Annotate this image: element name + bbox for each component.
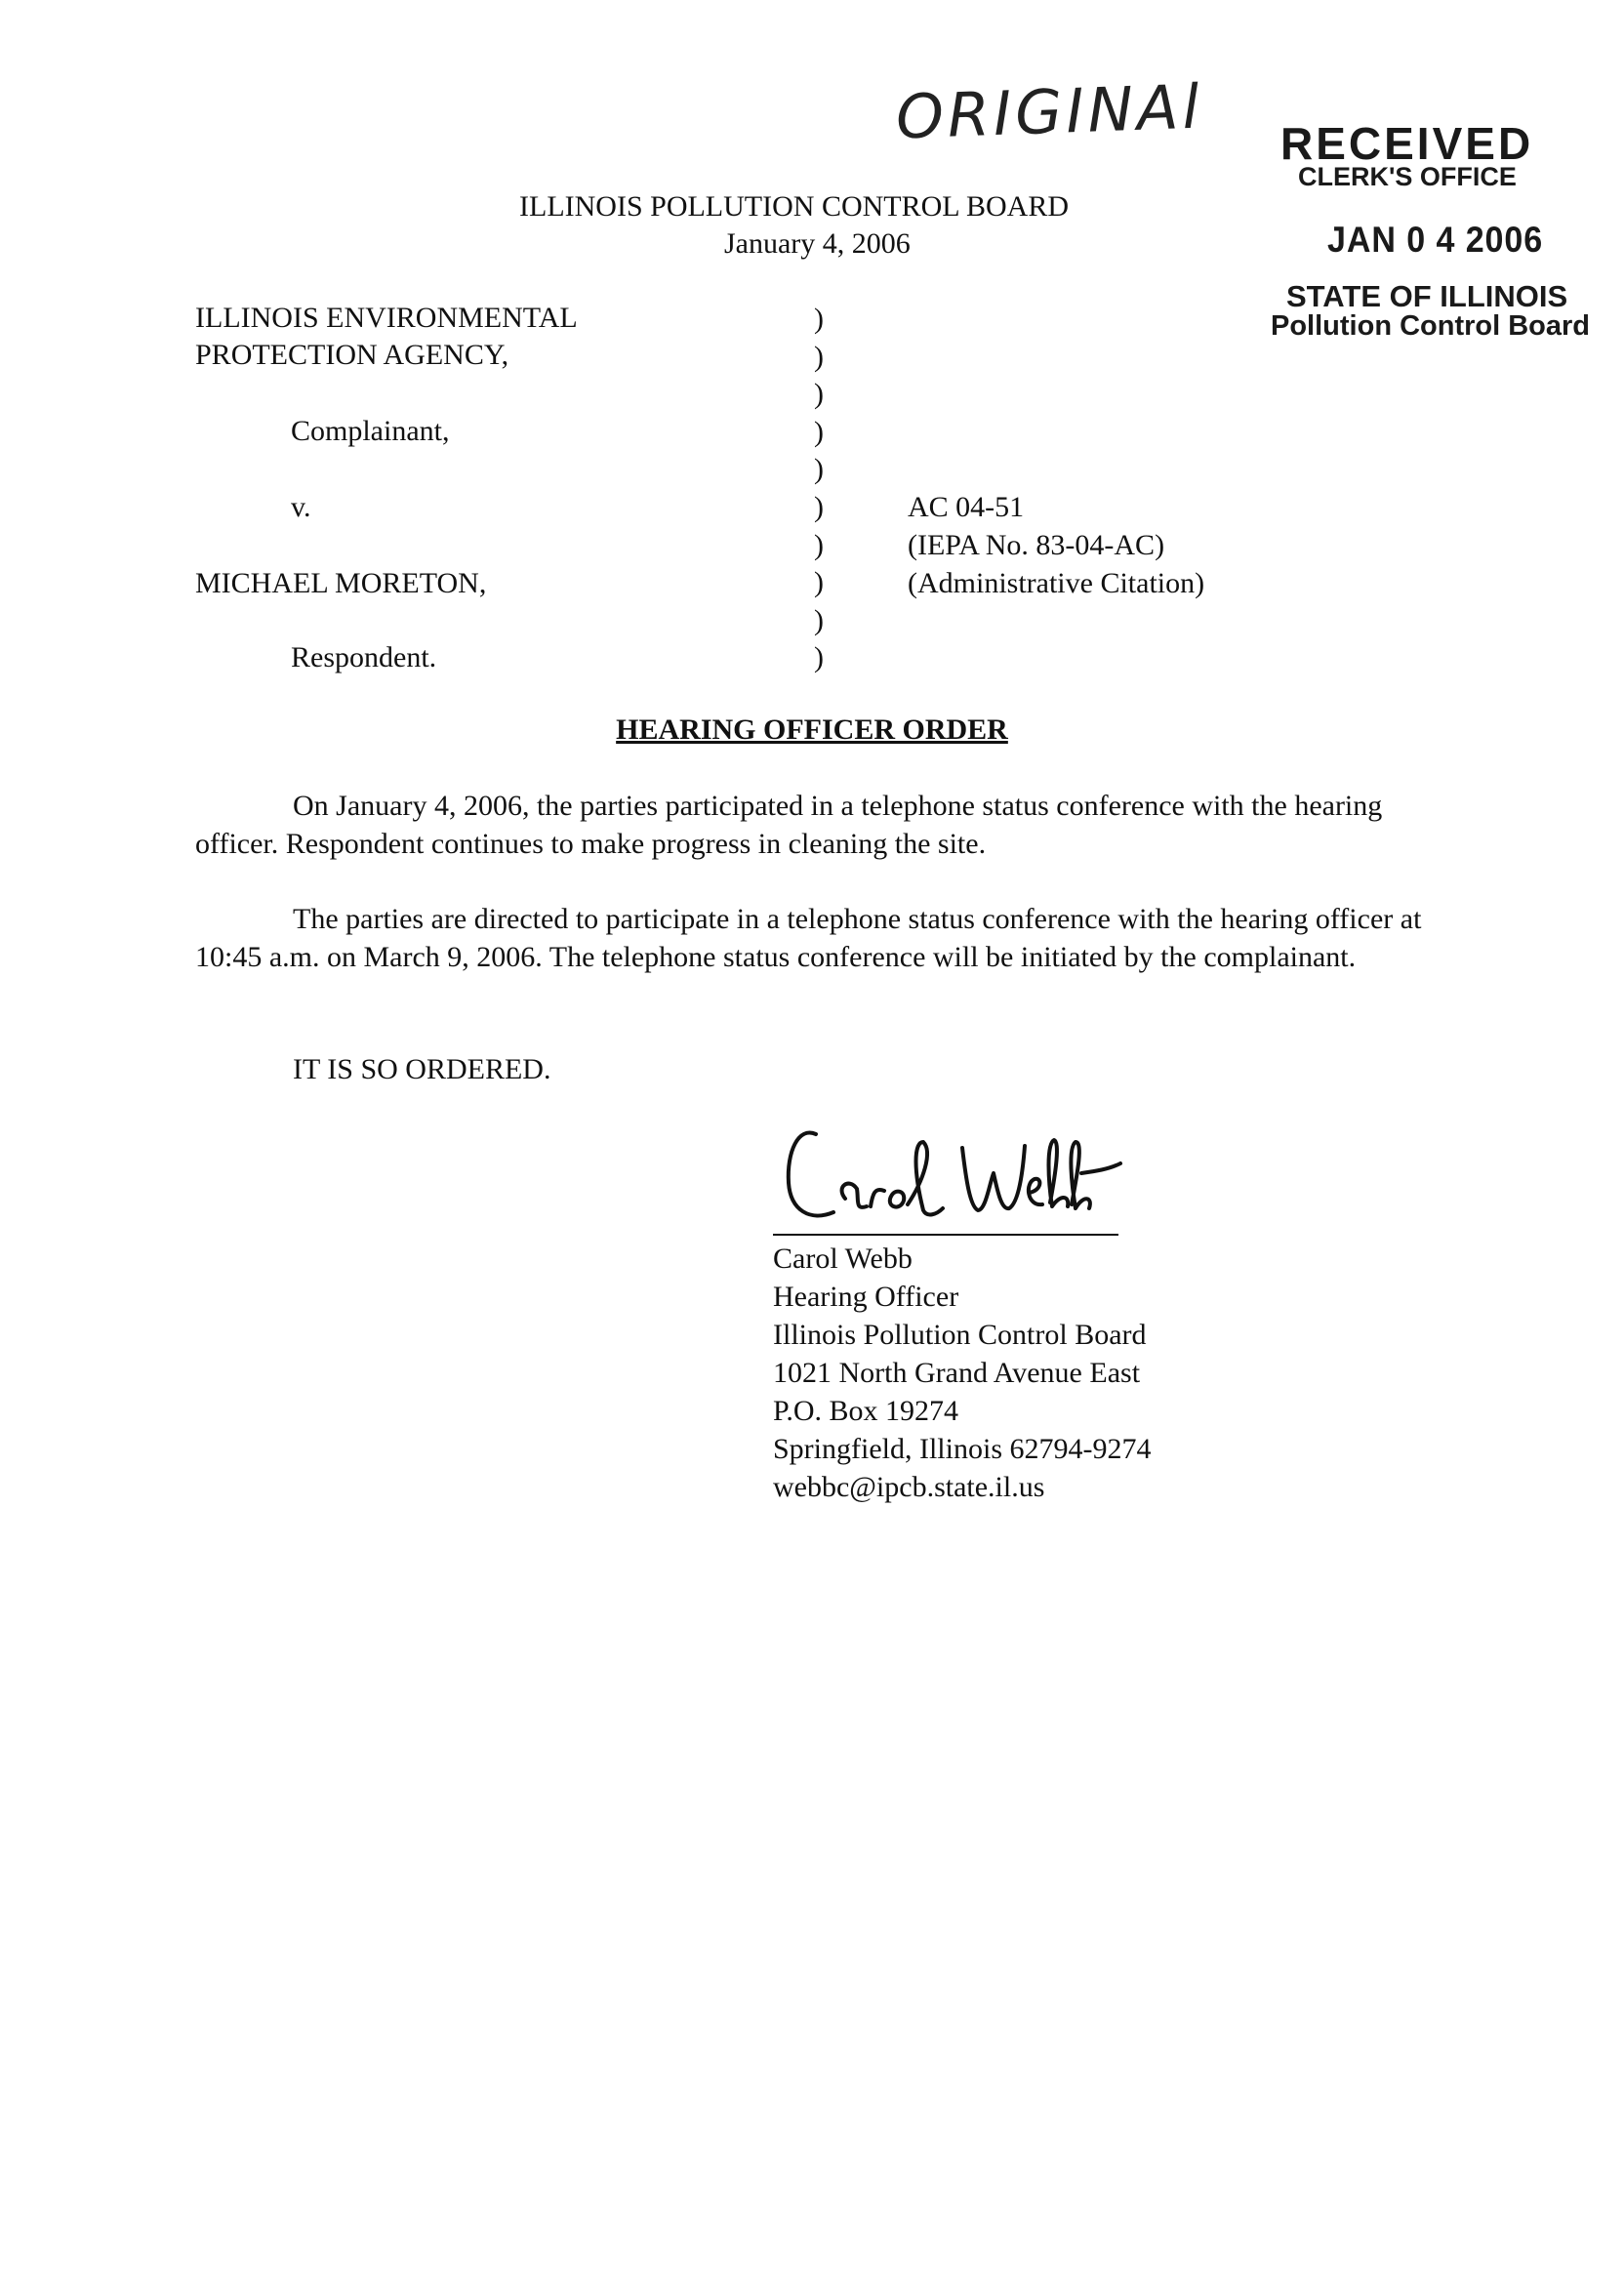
- caption-paren: ): [814, 453, 824, 486]
- complainant-name-line2: PROTECTION AGENCY,: [195, 339, 509, 371]
- caption-parentheses: [814, 301, 824, 677]
- signer-email: webbc@ipcb.state.il.us: [773, 1471, 1045, 1503]
- citation-type: (Administrative Citation): [908, 567, 1205, 599]
- order-heading: HEARING OFFICER ORDER: [616, 713, 1008, 746]
- caption-paren: ): [814, 641, 824, 674]
- signer-title: Hearing Officer: [773, 1281, 959, 1313]
- case-number: AC 04-51: [908, 491, 1025, 523]
- board-name: ILLINOIS POLLUTION CONTROL BOARD: [519, 190, 1070, 223]
- stamp-date: JAN 0 4 2006: [1327, 220, 1544, 260]
- caption-paren: ): [814, 340, 824, 373]
- caption-paren: ): [814, 528, 824, 561]
- original-stamp: ORIGINAl: [894, 70, 1204, 153]
- caption-paren: ): [814, 603, 824, 636]
- document-date: January 4, 2006: [724, 227, 911, 260]
- paragraph-directive: The parties are directed to participate in a telephone status conference with the hearing officer at 10:45 a.m. on March 9, 2006. The telephone status conference will be initiated by the complainant.: [195, 903, 1422, 973]
- caption-paren: ): [814, 490, 824, 523]
- stamp-clerk-office: CLERK'S OFFICE: [1298, 162, 1517, 191]
- iepa-number: (IEPA No. 83-04-AC): [908, 529, 1165, 561]
- paragraph-so-ordered: IT IS SO ORDERED.: [293, 1053, 551, 1085]
- versus-label: v.: [291, 491, 311, 523]
- signer-city-state-zip: Springfield, Illinois 62794-9274: [773, 1433, 1152, 1465]
- complainant-name-line1: ILLINOIS ENVIRONMENTAL: [195, 302, 578, 334]
- caption-paren: ): [814, 303, 824, 335]
- signature-line: [773, 1234, 1118, 1236]
- paragraph-status-conference: On January 4, 2006, the parties participated in a telephone status conference with the hearing officer. Respondent continues to make progress in cleaning the site.: [195, 790, 1383, 860]
- handwritten-signature: [777, 1113, 1167, 1240]
- stamp-received-text: RECEIVED: [1280, 118, 1534, 169]
- respondent-name: MICHAEL MORETON,: [195, 567, 487, 599]
- caption-paren: ): [814, 415, 824, 448]
- complainant-role: Complainant,: [291, 415, 450, 447]
- stamp-state: STATE OF ILLINOIS: [1286, 279, 1568, 313]
- signature-block: [773, 1240, 1151, 1506]
- caption-paren: ): [814, 378, 824, 411]
- signer-name: Carol Webb: [773, 1243, 913, 1275]
- signer-street: 1021 North Grand Avenue East: [773, 1357, 1141, 1389]
- stamp-board: Pollution Control Board: [1271, 310, 1591, 342]
- caption-paren: ): [814, 566, 824, 599]
- signer-po-box: P.O. Box 19274: [773, 1395, 959, 1427]
- respondent-role: Respondent.: [291, 641, 437, 673]
- signer-organization: Illinois Pollution Control Board: [773, 1319, 1147, 1351]
